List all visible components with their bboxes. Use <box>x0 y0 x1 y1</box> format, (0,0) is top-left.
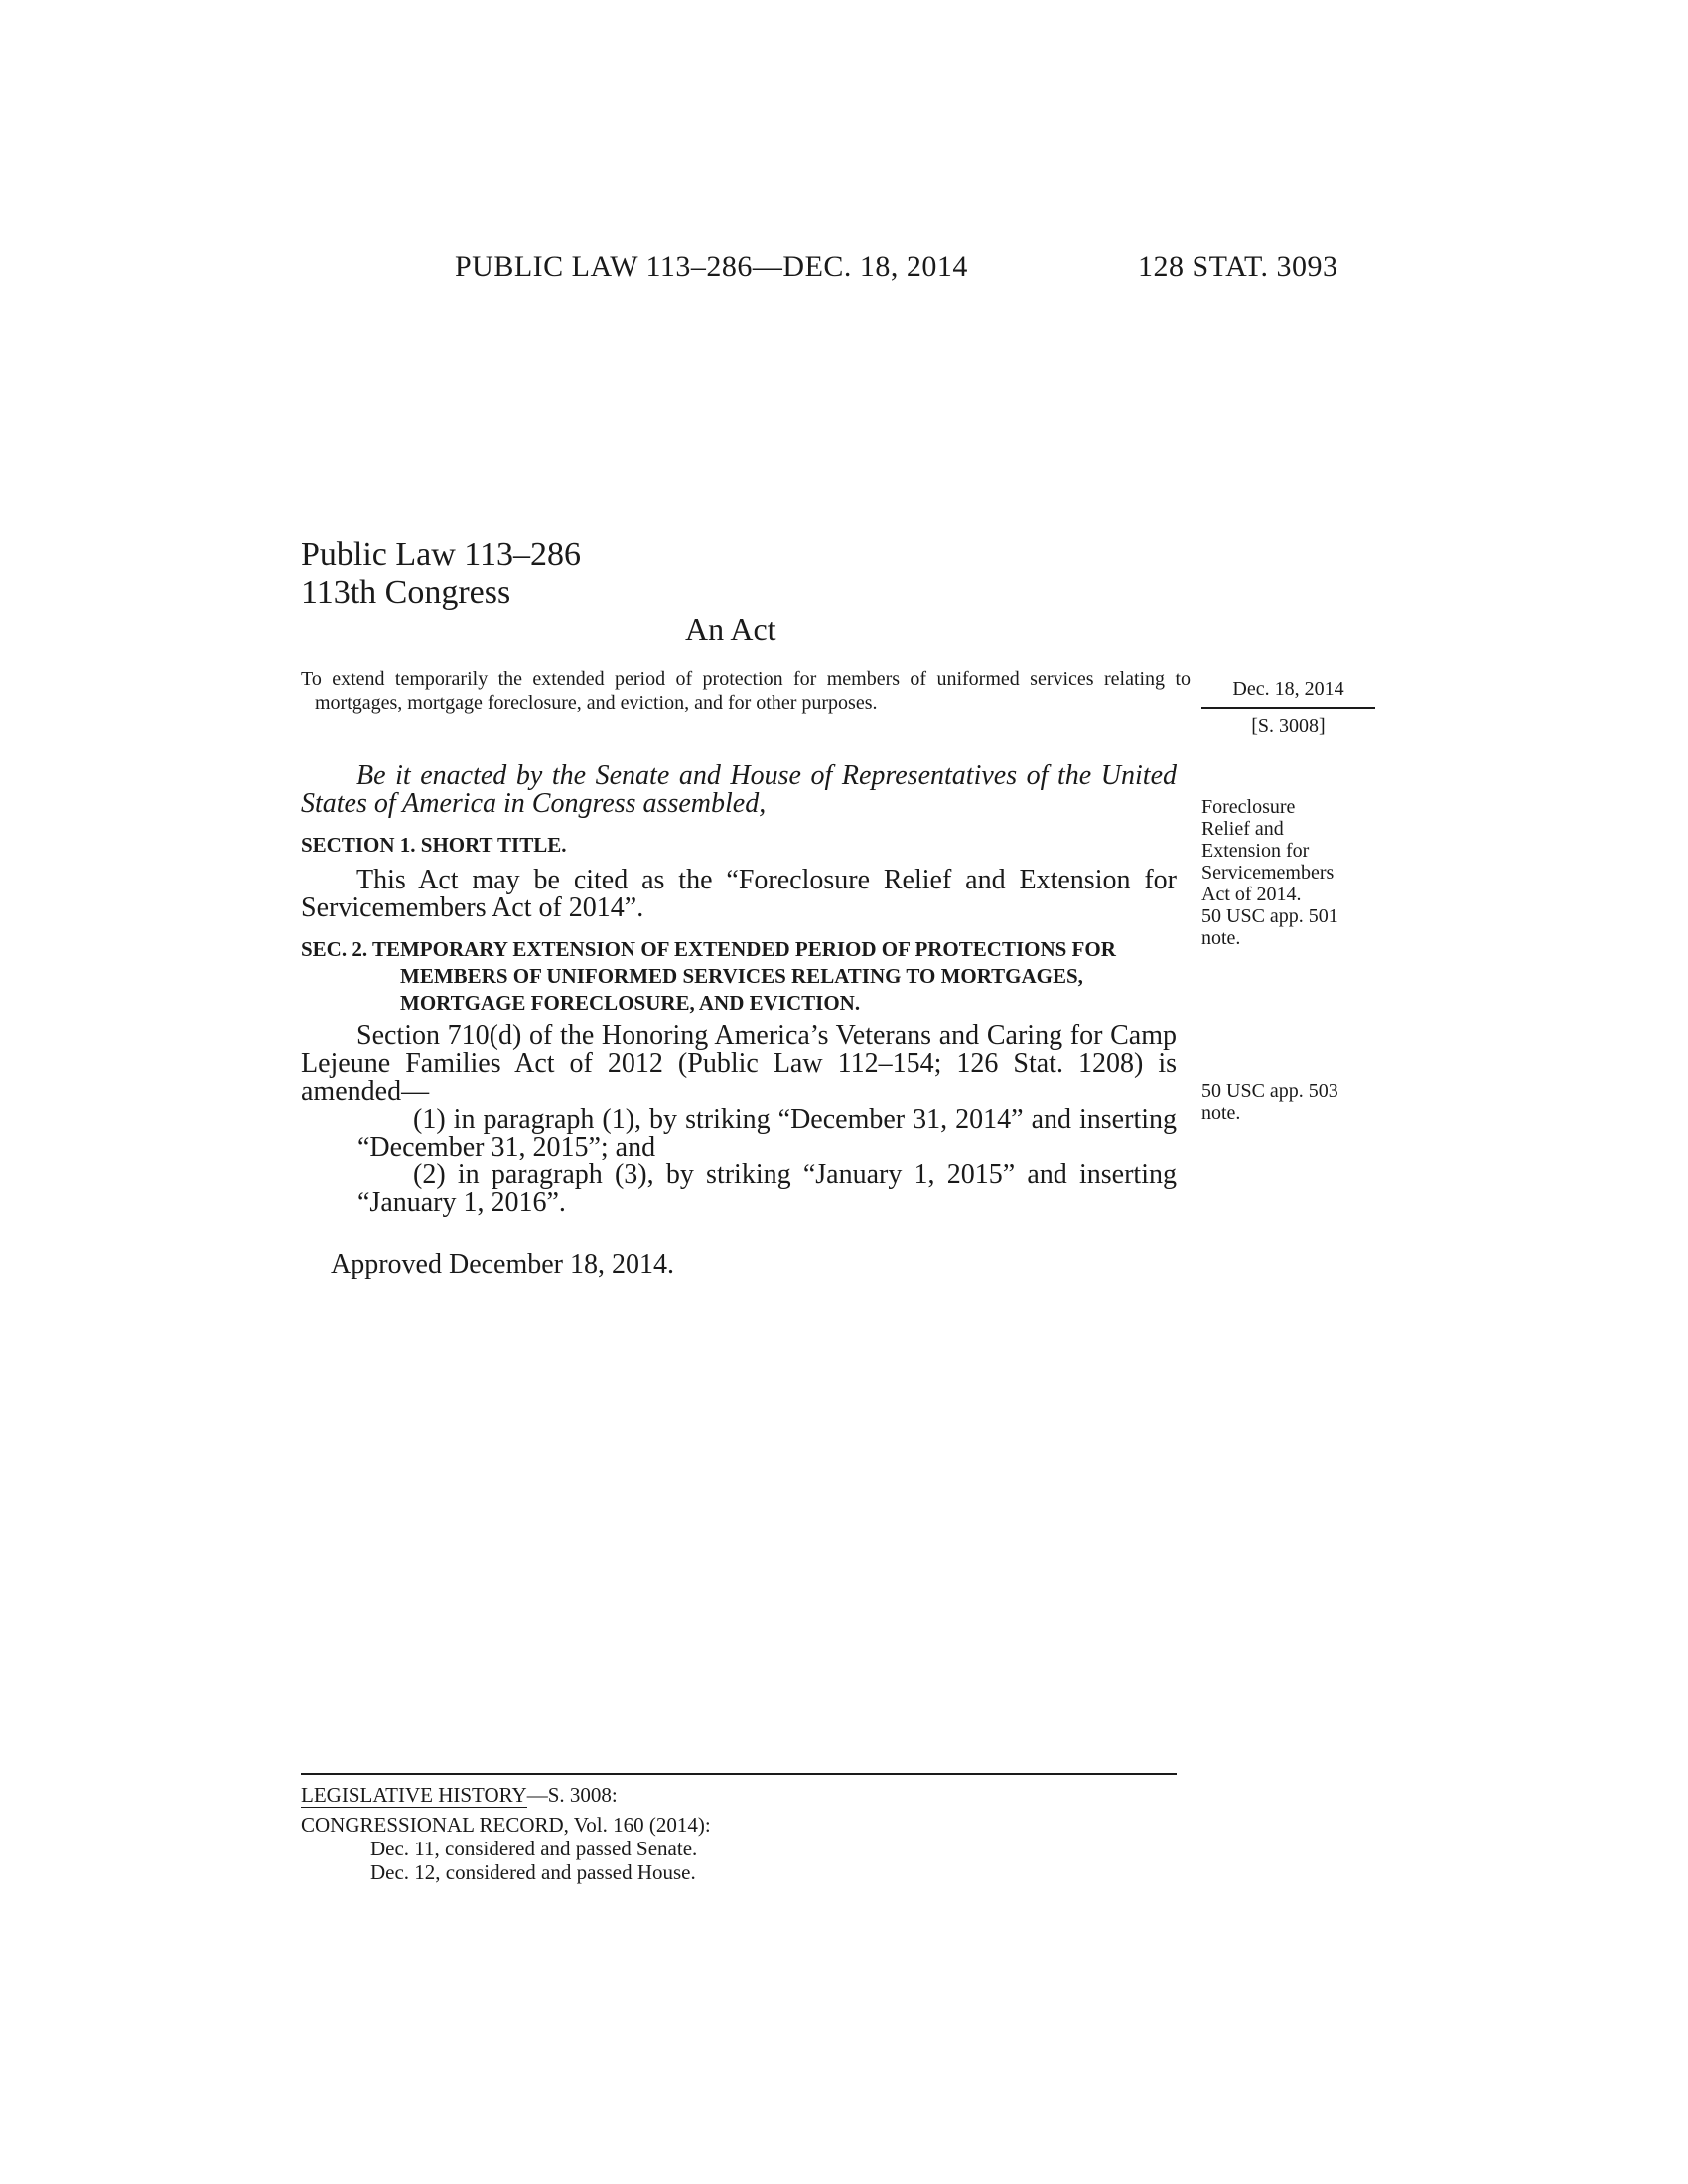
running-header-title: PUBLIC LAW 113–286—DEC. 18, 2014 <box>455 250 968 283</box>
bill-number: [S. 3008] <box>1251 715 1326 737</box>
section-1-text: This Act may be cited as the “Foreclosure Relief and Extension for Servicemembers Act of 2014”. <box>301 865 1177 923</box>
approval-date: Approved December 18, 2014. <box>331 1249 675 1280</box>
legislative-history-title <box>301 1783 618 1807</box>
legislative-history-label: LEGISLATIVE HISTORY <box>301 1783 527 1807</box>
history-entry: Dec. 12, considered and passed House. <box>370 1860 696 1884</box>
statute-page-number: 128 STAT. 3093 <box>1138 250 1338 283</box>
section-2-text: Section 710(d) of the Honoring America’s Veterans and Caring for Camp Lejeune Families Act of 2012 (Public Law 112–154; 126 Stat. 1208) is amended— <box>301 1021 1177 1107</box>
margin-note-line: Foreclosure <box>1201 796 1296 818</box>
amendment-paragraph-2: (2) in paragraph (3), by striking “January 1, 2015” and inserting “January 1, 2016”. <box>357 1160 1177 1218</box>
margin-note-line: note. <box>1201 927 1241 949</box>
law-identification <box>301 536 581 612</box>
margin-note-line: Servicemembers <box>1201 862 1335 884</box>
amendment-paragraph-1: (1) in paragraph (1), by striking “December 31, 2014” and inserting “December 31, 2015”; and <box>357 1104 1177 1162</box>
an-act-heading: An Act <box>685 612 776 647</box>
act-purpose: To extend temporarily the extended period of protection for members of uniformed services relating to mortgages, mortgage foreclosure, and eviction, and for other purposes. <box>301 668 1191 714</box>
margin-note-line: Extension for <box>1201 840 1310 862</box>
congressional-record: CONGRESSIONAL RECORD, Vol. 160 (2014): <box>301 1813 711 1837</box>
legislative-history-bill: —S. 3008: <box>526 1783 618 1807</box>
margin-note-line: note. <box>1201 1102 1241 1124</box>
margin-note-usc <box>1201 1080 1375 1124</box>
margin-note-line: 50 USC app. 501 <box>1201 905 1338 927</box>
public-law-number: Public Law 113–286 <box>301 536 582 573</box>
section-1-heading: SECTION 1. SHORT TITLE. <box>301 833 567 857</box>
margin-note-short-title <box>1201 796 1375 949</box>
congress-number: 113th Congress <box>301 574 511 611</box>
margin-note-line: 50 USC app. 503 <box>1201 1080 1338 1102</box>
footnote-divider <box>301 1773 1177 1775</box>
enacting-clause: Be it enacted by the Senate and House of Representatives of the United States of America in Congress assembled, <box>301 760 1177 819</box>
section-2-heading: SEC. 2. TEMPORARY EXTENSION OF EXTENDED PERIOD OF PROTECTIONS FOR MEMBERS OF UNIFORMED SERVICES RELATING TO MORTGAGES, MORTGAGE FORECLOSURE, AND EVICTION. <box>301 937 1116 1015</box>
enactment-date-block <box>1201 678 1375 738</box>
enactment-date: Dec. 18, 2014 <box>1201 678 1375 709</box>
margin-note-line: Act of 2014. <box>1201 884 1302 905</box>
margin-note-line: Relief and <box>1201 818 1284 840</box>
history-entry: Dec. 11, considered and passed Senate. <box>370 1837 698 1860</box>
